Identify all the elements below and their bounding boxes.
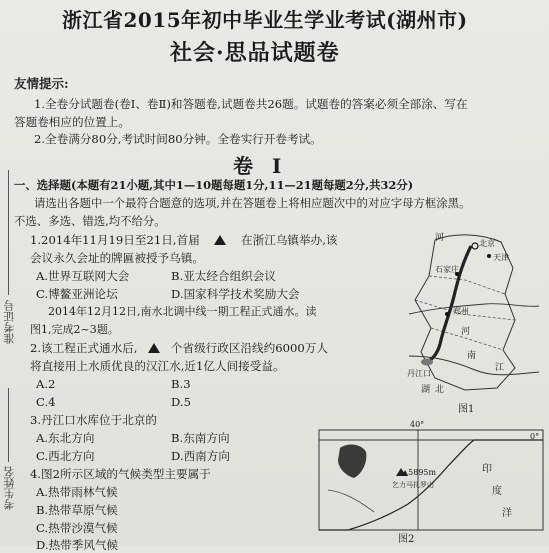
passage-line-1: 2014年12月12日,南水北调中线一期工程正式通水。读 [48, 305, 317, 318]
q1-option-d: D.国家科学技术奖励大会 [171, 287, 300, 301]
figure-2-caption: 图2 [398, 534, 415, 545]
q3-option-a: A.东北方向 [36, 431, 95, 445]
notice-item-1-cont: 答题卷相应的位置上。 [14, 115, 130, 129]
fig2-sea-yang: 洋 [502, 508, 512, 519]
part1-title: 一、选择题(本题有21小题,其中1—10题每题1分,11—21题每题2分,共32分) [14, 178, 414, 192]
fig1-label-shijiazhuang: 石家庄 [435, 265, 459, 274]
q2-option-c: C.4 [36, 395, 56, 409]
fig1-label-beijing: 北京 [479, 239, 495, 248]
q4-option-b: B.热带草原气候 [36, 503, 118, 517]
fig2-peak-elevation: ▲5895m [402, 468, 437, 477]
q3-option-d: D.西南方向 [171, 449, 230, 463]
q1-option-b: B.亚太经合组织会议 [171, 269, 276, 283]
notice-heading: 友情提示: [14, 76, 69, 91]
fig1-label-nan: 南 [467, 351, 477, 361]
notice-item-1: 1.全卷分试题卷(卷Ⅰ、卷Ⅱ)和答题卷,试题卷共26题。试题卷的答案必须全部涂、写在 [34, 97, 468, 111]
q2-stem [30, 340, 328, 356]
q3-stem: 3.丹江口水库位于北京的 [30, 413, 157, 427]
q1-stem-b: 在浙江乌镇举办,该 [241, 233, 338, 247]
fig1-label-jiang: 江 [495, 363, 505, 373]
q2-stem-b: 个省级行政区沿线约6000万人 [170, 341, 328, 355]
q2-option-b: B.3 [171, 377, 191, 391]
q2-option-d: D.5 [171, 395, 191, 409]
figure-2-map [318, 420, 544, 532]
notice-item-2: 2.全卷满分80分,考试时间80分钟。全卷实行开卷考试。 [34, 132, 322, 146]
part1-instruction-1: 请选出各题中一个最符合题意的选项,并在答题卷上将相应题次中的对应字母方框涂黑。 [34, 196, 471, 210]
section-label: 卷 Ⅰ [233, 154, 288, 178]
exam-number-label: 准考证号 [3, 300, 16, 344]
q4-option-c: C.热带沙漠气候 [36, 521, 118, 535]
q3-option-c: C.西北方向 [36, 449, 95, 463]
fig2-lat-label: 0° [530, 432, 540, 441]
q2-stem-c: 将直接用上水质优良的汉江水,近1亿人间接受益。 [30, 359, 285, 373]
student-name-line [8, 388, 9, 462]
q3-option-b: B.东南方向 [171, 431, 230, 445]
part1-instruction-2: 不选、多选、错选,均不给分。 [14, 214, 166, 228]
fig1-label-he: 河 [435, 233, 445, 243]
fig1-label-tianjin: 天津 [493, 253, 509, 262]
fig1-label-he2: 河 [461, 327, 471, 337]
fig2-lon-label: 40° [410, 420, 425, 429]
q1-option-c: C.博鳌亚洲论坛 [36, 287, 118, 301]
q4-stem: 4.图2所示区域的气候类型主要属于 [30, 467, 211, 481]
blank-triangle [141, 340, 167, 356]
fig2-sea-yin: 印 [482, 464, 492, 475]
q1-stem-a: 1.2014年11月19日至21日,首届 [30, 233, 200, 247]
figure-1-map [405, 228, 543, 398]
q4-option-d: D.热带季风气候 [36, 538, 119, 552]
fig1-label-bei: 北 [435, 385, 445, 395]
paper-subtitle: 社会·思品试题卷 [170, 40, 340, 66]
figure-1-caption: 图1 [458, 404, 475, 415]
q2-stem-a: 2.该工程正式通水后, [30, 341, 138, 355]
blank-triangle [203, 232, 237, 248]
q2-option-a: A.2 [36, 377, 56, 391]
passage-line-2: 图1,完成2~3题。 [30, 323, 119, 336]
fig2-sea-du: 度 [492, 486, 502, 497]
fig1-label-hu: 湖 [421, 385, 431, 395]
exam-title: 浙江省2015年初中毕业生学业考试(湖州市) [62, 8, 468, 32]
q1-stem [30, 232, 337, 248]
q1-option-a: A.世界互联网大会 [36, 269, 130, 283]
q4-option-a: A.热带雨林气候 [36, 485, 118, 499]
student-name-label: 考生姓名 [3, 466, 16, 510]
exam-number-line [8, 170, 9, 295]
fig1-label-danjiangkou: 丹江口 [407, 369, 431, 378]
fig2-peak-name: 乞力马扎罗山 [392, 481, 434, 489]
fig1-label-zhengzhou: 郑州 [453, 307, 469, 316]
q1-stem-c: 会议永久会址的牌匾被授予乌镇。 [30, 251, 204, 265]
